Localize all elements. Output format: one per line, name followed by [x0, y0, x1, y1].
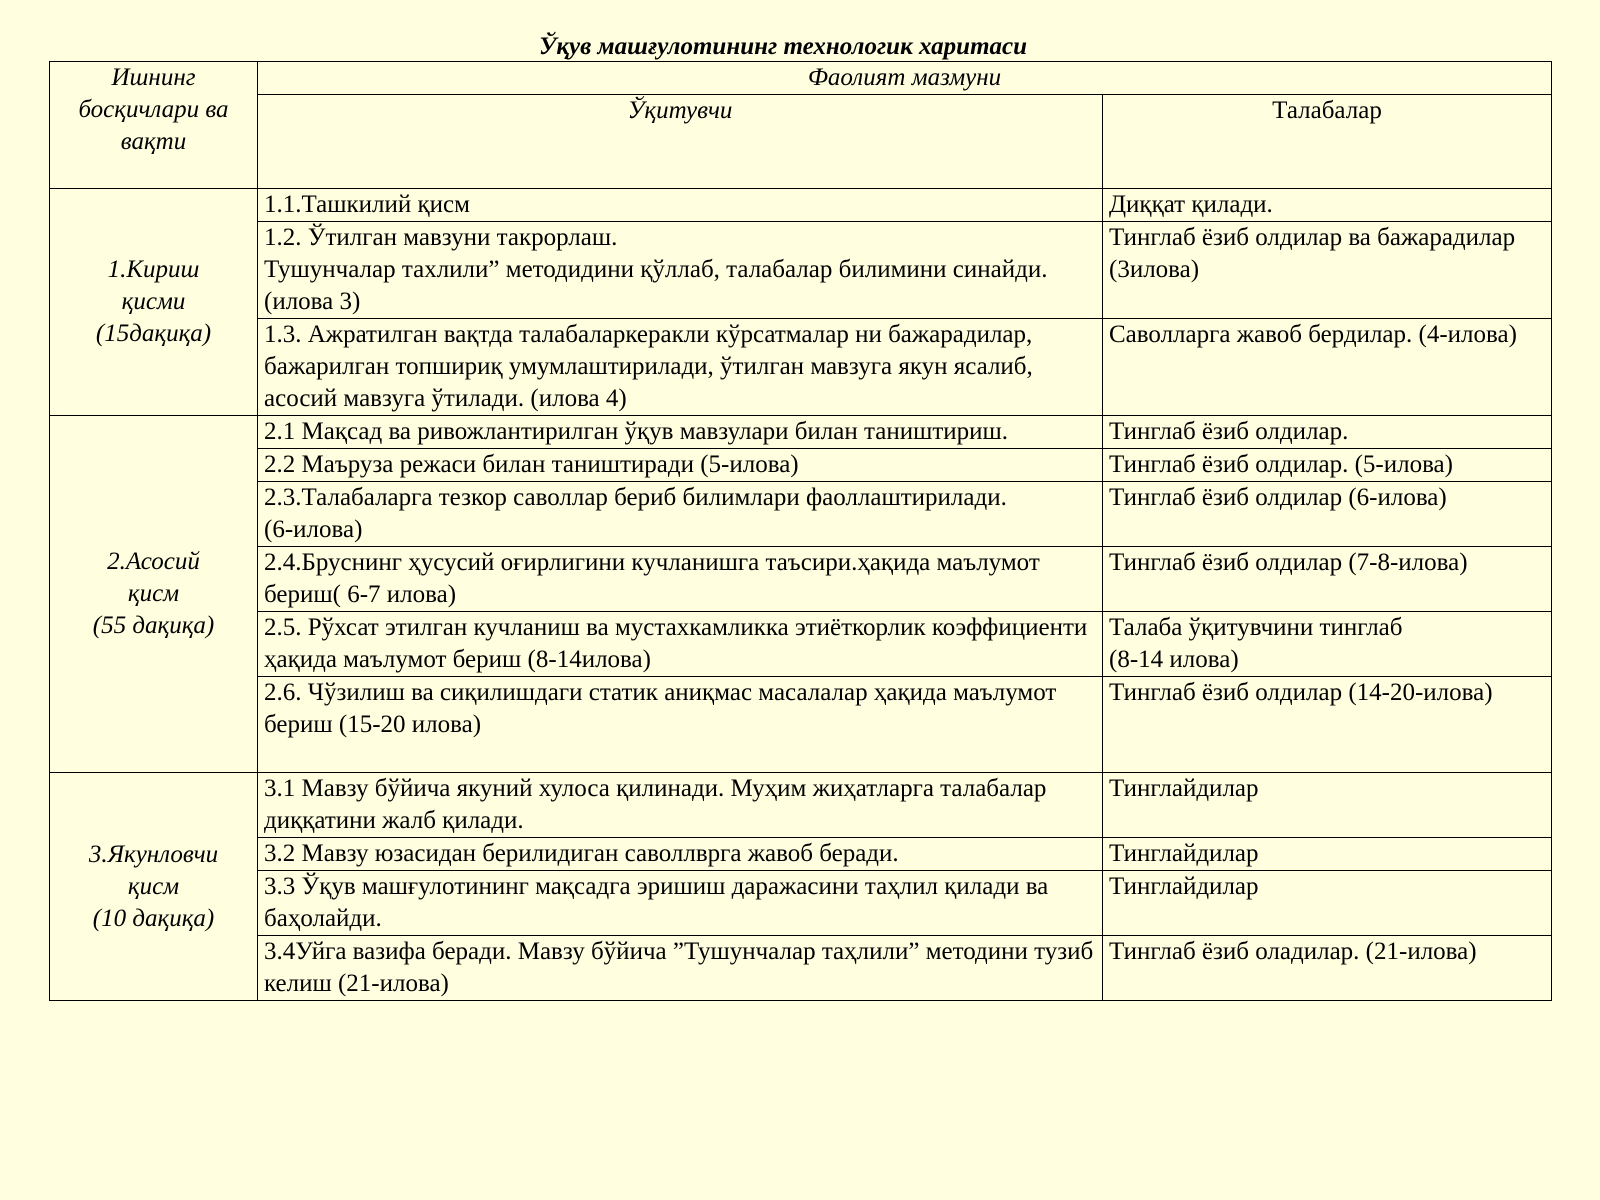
students-cell: Тинглаб ёзиб олдилар. (5-илова) — [1103, 449, 1552, 482]
teacher-cell: 3.4Уйга вазифа беради. Мавзу бўйича ”Тушунчалар таҳлили” методини тузиб келиш (21-илова) — [258, 936, 1103, 1001]
stage-cell-intro: 1.Кириш қисми (15дақиқа) — [50, 189, 258, 416]
stage-cell-main: 2.Асосий қисм (55 дақиқа) — [50, 416, 258, 773]
students-cell: Тинглаб ёзиб олдилар (7-8-илова) — [1103, 547, 1552, 612]
students-cell: Тинглаб ёзиб олдилар (14-20-илова) — [1103, 677, 1552, 773]
table-row — [50, 319, 1552, 416]
teacher-cell: 3.2 Мавзу юзасидан берилидиган саволлврга жавоб беради. — [258, 838, 1103, 871]
teacher-cell: 1.2. Ўтилган мавзуни такрорлаш. Тушунчалар тахлили” методидини қўллаб, талабалар билимини синайди. (илова 3) — [258, 222, 1103, 319]
teacher-cell: 3.3 Ўқув машғулотининг мақсадга эришиш даражасини таҳлил қилади ва баҳолайди. — [258, 871, 1103, 936]
students-cell: Тинглайдилар — [1103, 838, 1552, 871]
students-cell: Тинглаб ёзиб оладилар. (21-илова) — [1103, 936, 1552, 1001]
students-cell: Тинглаб ёзиб олдилар ва бажарадилар (3илова) — [1103, 222, 1552, 319]
table-row — [50, 189, 1552, 222]
students-cell: Тинглаб ёзиб олдилар (6-илова) — [1103, 482, 1552, 547]
teacher-cell: 2.2 Маъруза режаси билан таништиради (5-илова) — [258, 449, 1103, 482]
teacher-cell: 2.5. Рўхсат этилган кучланиш ва мустахкамликка этиёткорлик коэффициенти ҳақида маълумот бериш (8-14илова) — [258, 612, 1103, 677]
table-row — [50, 449, 1552, 482]
teacher-cell: 3.1 Мавзу бўйича якуний хулоса қилинади. Муҳим жиҳатларга талабалар диққатини жалб қилади. — [258, 773, 1103, 838]
table-row — [50, 612, 1552, 677]
table-row — [50, 677, 1552, 773]
header-stages: Ишнинг босқичлари ва вақти — [50, 62, 258, 189]
teacher-cell: 2.1 Мақсад ва ривожлантирилган ўқув мавзулари билан таништириш. — [258, 416, 1103, 449]
header-students: Талабалар — [1103, 95, 1552, 189]
students-cell: Тинглайдилар — [1103, 773, 1552, 838]
table-row — [50, 838, 1552, 871]
teacher-cell: 2.4.Бруснинг ҳусусий оғирлигини кучланишга таъсири.ҳақида маълумот бериш( 6-7 илова) — [258, 547, 1103, 612]
teacher-cell: 2.3.Талабаларга тезкор саволлар бериб билимлари фаоллаштирилади. (6-илова) — [258, 482, 1103, 547]
technology-map-table — [49, 61, 1552, 1001]
students-cell: Диққат қилади. — [1103, 189, 1552, 222]
students-cell: Талаба ўқитувчини тинглаб (8-14 илова) — [1103, 612, 1552, 677]
teacher-cell: 1.3. Ажратилган вақтда талабаларкеракли кўрсатмалар ни бажарадилар, бажарилган топшириқ умумлаштирилади, ўтилган мавзуга якун ясалиб, асосий мавзуга ўтилади. (илова 4) — [258, 319, 1103, 416]
table-row — [50, 773, 1552, 838]
students-cell: Тинглаб ёзиб олдилар. — [1103, 416, 1552, 449]
students-cell: Саволларга жавоб бердилар. (4-илова) — [1103, 319, 1552, 416]
table-row — [50, 482, 1552, 547]
header-teacher: Ўқитувчи — [258, 95, 1103, 189]
header-activity: Фаолият мазмуни — [258, 62, 1552, 95]
subheader-row — [50, 95, 1552, 189]
table-row — [50, 871, 1552, 936]
teacher-cell: 2.6. Чўзилиш ва сиқилишдаги статик аниқмас масалалар ҳақида маълумот бериш (15-20 илова) — [258, 677, 1103, 773]
table-row — [50, 416, 1552, 449]
header-row — [50, 62, 1552, 95]
table-row — [50, 222, 1552, 319]
table-row — [50, 936, 1552, 1001]
students-cell: Тинглайдилар — [1103, 871, 1552, 936]
teacher-cell: 1.1.Ташкилий қисм — [258, 189, 1103, 222]
table-row — [50, 547, 1552, 612]
stage-cell-final: 3.Якунловчи қисм (10 дақиқа) — [50, 773, 258, 1001]
document-title: Ўқув машғулотининг технологик харитаси — [538, 33, 1028, 60]
